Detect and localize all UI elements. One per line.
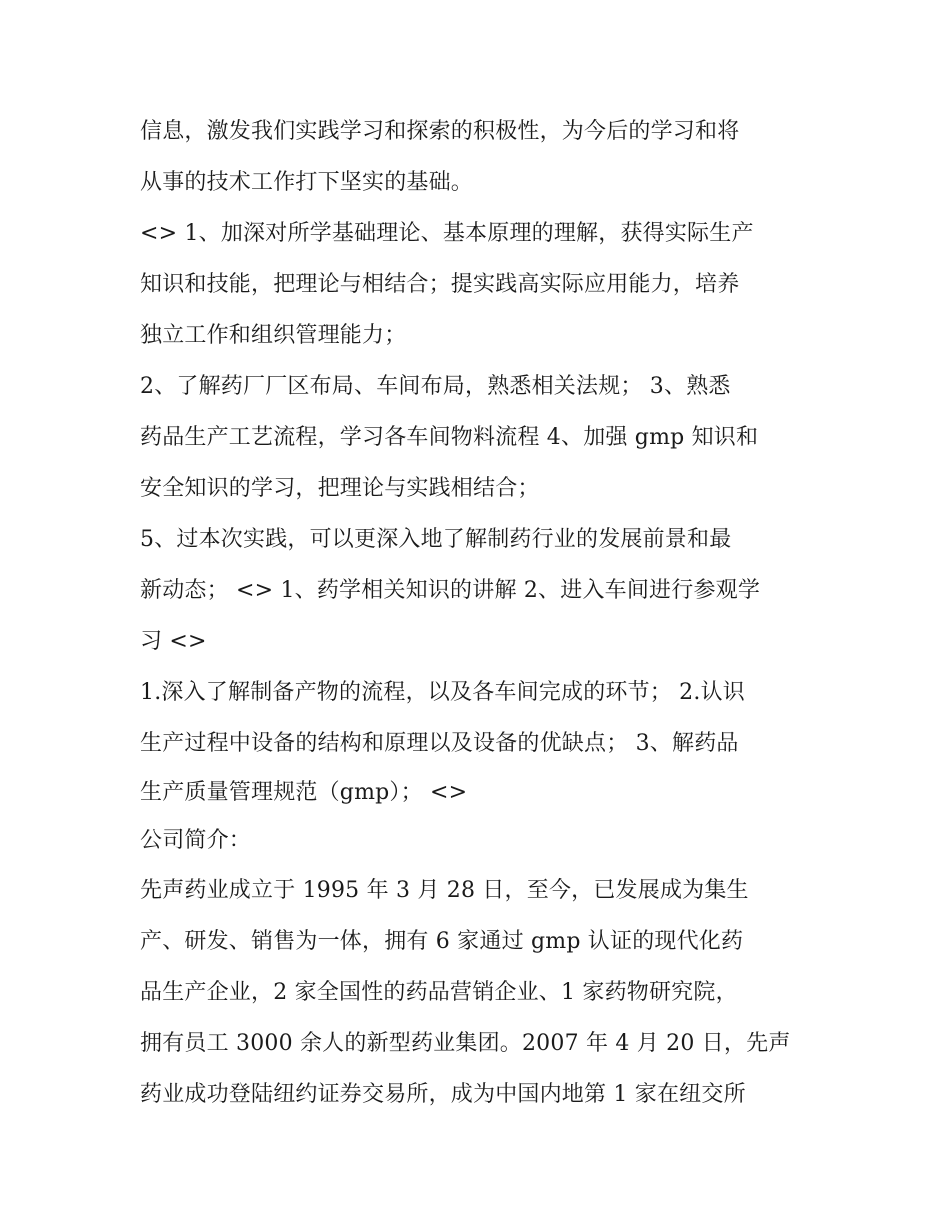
text-line: 拥有员工 3000 余人的新型药业集团。2007 年 4 月 20 日，先声 xyxy=(140,1031,791,1056)
section-heading: 公司简介： xyxy=(140,828,252,853)
text-line: 信息，激发我们实践学习和探索的积极性，为今后的学习和将 xyxy=(140,119,740,144)
text-line: 5、过本次实践，可以更深入地了解制药行业的发展前景和最 xyxy=(140,527,732,552)
text-line: 2、了解药厂厂区布局、车间布局，熟悉相关法规； 3、熟悉 xyxy=(140,374,731,399)
text-line: 习 <> xyxy=(140,629,207,654)
text-line: 安全知识的学习，把理论与实践相结合； xyxy=(140,476,540,501)
text-line: <> 1、加深对所学基础理论、基本原理的理解，获得实际生产 xyxy=(140,221,754,246)
text-line: 独立工作和组织管理能力； xyxy=(140,323,407,348)
text-line: 新动态； <> 1、药学相关知识的讲解 2、进入车间进行参观学 xyxy=(140,578,761,603)
text-line: 知识和技能，把理论与相结合；提实践高实际应用能力，培养 xyxy=(140,272,740,297)
text-line: 药品生产工艺流程，学习各车间物料流程 4、加强 gmp 知识和 xyxy=(140,425,759,450)
text-line: 1.深入了解制备产物的流程，以及各车间完成的环节； 2.认识 xyxy=(140,680,745,705)
text-line: 从事的技术工作打下坚实的基础。 xyxy=(140,170,474,195)
text-line: 先声药业成立于 1995 年 3 月 28 日，至今，已发展成为集生 xyxy=(140,878,749,903)
text-line: 药业成功登陆纽约证券交易所，成为中国内地第 1 家在纽交所 xyxy=(140,1082,746,1107)
text-line: 生产质量管理规范（gmp）； <> xyxy=(140,780,468,805)
document-body xyxy=(140,106,820,1120)
text-line: 品生产企业，2 家全国性的药品营销企业、1 家药物研究院， xyxy=(140,980,738,1005)
text-line: 生产过程中设备的结构和原理以及设备的优缺点； 3、解药品 xyxy=(140,731,739,756)
text-line: 产、研发、销售为一体，拥有 6 家通过 gmp 认证的现代化药 xyxy=(140,929,744,954)
